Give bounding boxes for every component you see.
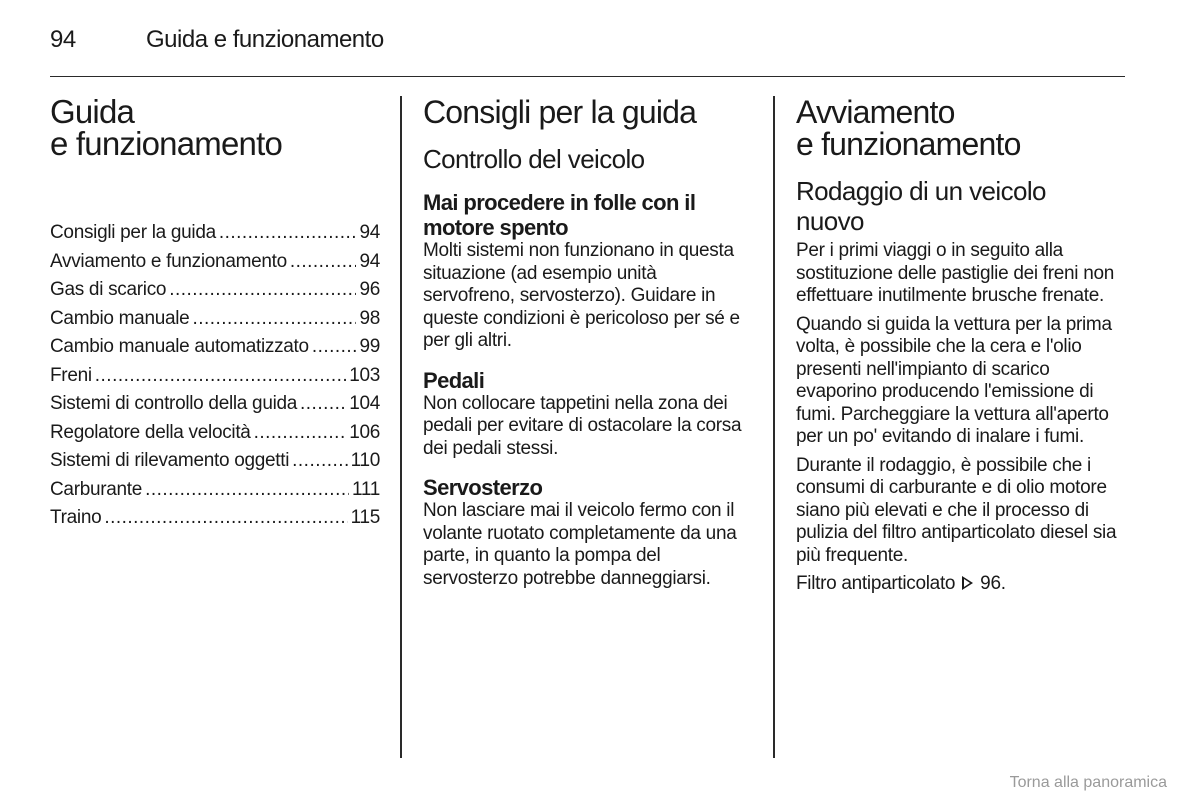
chapter-title: Guida e funzionamento [50,93,283,162]
topic-title: Pedali [423,367,485,393]
toc-entry[interactable]: Carburante . . . 111 [50,479,380,508]
paragraph: Per i primi viaggi o in seguito alla sostituzione delle pastiglie dei freni non effettuare inutilmente brusche frenate. [796,240,1114,306]
topic-body: Non lasciare mai il veicolo fermo con il volante ruotato completamente da una parte, in quanto la pompa del servosterzo potrebbe danneggiarsi. [423,500,737,589]
toc-entry[interactable]: Freni . . . 103 [50,365,380,394]
xref-page: 96. [980,573,1006,594]
toc-entry[interactable]: Consigli per la guida . . . 94 [50,222,380,251]
column-divider [400,96,402,758]
toc-entry[interactable]: Gas di scarico . . . 96 [50,279,380,308]
section-title: Avviamento e funzionamento [796,94,1021,162]
startup-column [796,96,1126,596]
section-title: Consigli per la guida [423,94,697,130]
toc-entry[interactable]: Traino . . . 115 [50,507,380,536]
cross-reference[interactable] [796,573,1126,596]
page-number: 94 [50,26,76,53]
back-to-overview-link[interactable]: Torna alla panoramica [1009,774,1167,791]
topic-body: Molti sistemi non funzionano in questa situazione (ad esempio unità servofreno, servosterzo). Guidare in queste condizioni è pericoloso per sé e per gli altri. [423,240,740,351]
topic-body: Non collocare tappetini nella zona dei pedali per evitare di ostacolare la corsa dei pedali stessi. [423,392,742,459]
paragraph: Quando si guida la vettura per la prima volta, è possibile che la cera e l'olio presenti nell'impianto di scarico evaporino producendo l'emissione di fumi. Parcheggiare la vettura all'aperto per un po' evitando di inalare i fumi. [796,313,1112,447]
arrow-right-icon [962,576,973,590]
paragraph: Durante il rodaggio, è possibile che i consumi di carburante e di olio motore siano più elevati e che il processo di pulizia del filtro antiparticolato diesel sia più frequente. [796,454,1117,566]
topic-title: Servosterzo [423,475,543,500]
page-header [50,26,1125,77]
xref-text: Filtro antiparticolato [796,573,956,594]
toc-entry[interactable]: Cambio manuale . . . 98 [50,308,380,337]
toc-entry[interactable]: Cambio manuale automatizzato . . . 99 [50,336,380,365]
subsection-title: Rodaggio di un veicolo nuovo [796,176,1046,236]
column-divider [773,96,775,758]
running-title: Guida e funzionamento [146,26,384,53]
driving-tips-column [423,96,753,590]
topic-title: Mai procedere in folle con il motore spento [423,190,696,240]
toc-entry[interactable]: Sistemi di rilevamento oggetti . . . 110 [50,450,380,479]
toc-entry[interactable]: Avviamento e funzionamento . . . 94 [50,251,380,280]
subsection-title: Controllo del veicolo [423,144,645,174]
toc-entry[interactable]: Regolatore della velocità . . . 106 [50,422,380,451]
table-of-contents [50,222,380,536]
toc-entry[interactable]: Sistemi di controllo della guida . . . 104 [50,393,380,422]
chapter-column [50,93,380,756]
